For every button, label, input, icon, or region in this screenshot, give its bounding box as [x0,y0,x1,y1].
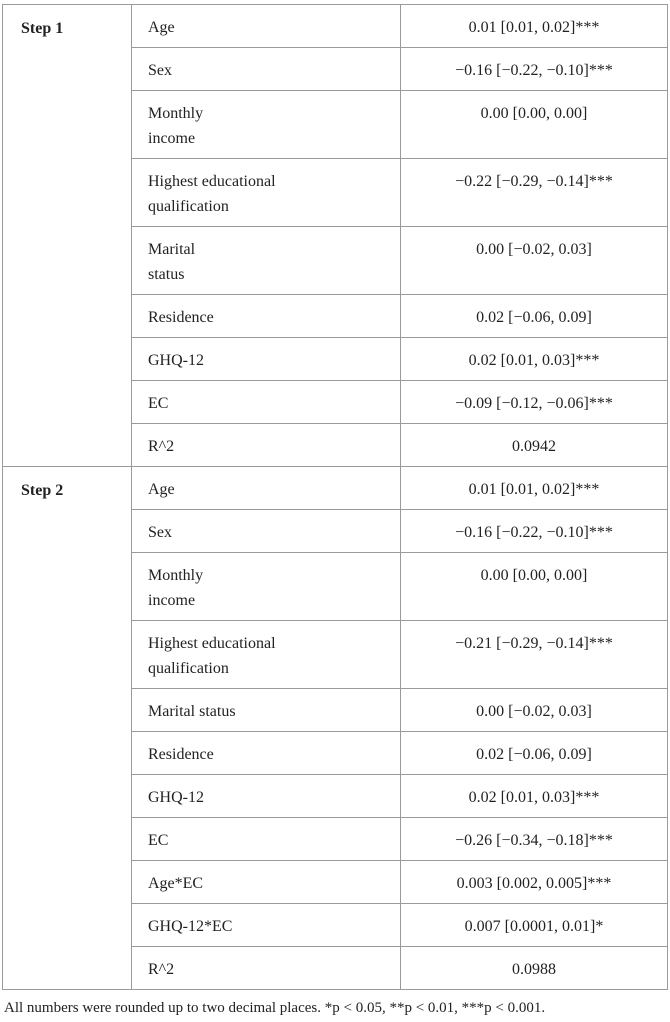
predictor-label: Residence [148,309,214,326]
predictor-cell [132,689,401,732]
predictor-cell [132,553,401,621]
coefficient-value: −0.09 [−0.12, −0.06]*** [401,381,668,424]
predictor-cell [132,159,401,227]
predictor-label: R^2 [148,961,175,978]
predictor-cell [132,5,401,48]
regression-table-body [3,5,668,990]
table-footnote: All numbers were rounded up to two decimal places. *p < 0.05, **p < 0.01, ***p < 0.001. [4,1000,546,1016]
predictor-cell [132,227,401,295]
predictor-cell [132,732,401,775]
coefficient-value: 0.01 [0.01, 0.02]*** [401,5,668,48]
predictor-label: Monthly income [148,105,204,147]
predictor-cell [132,775,401,818]
step-label: Step 2 [3,467,132,990]
coefficient-value: 0.00 [0.00, 0.00] [401,91,668,159]
coefficient-value: −0.21 [−0.29, −0.14]*** [401,621,668,689]
predictor-label: Age*EC [148,875,204,892]
predictor-cell [132,338,401,381]
coefficient-value: −0.22 [−0.29, −0.14]*** [401,159,668,227]
predictor-label: Highest educational qualification [148,173,276,215]
predictor-label: Sex [148,524,172,541]
coefficient-value: 0.0988 [401,947,668,990]
predictor-cell [132,621,401,689]
coefficient-value: 0.003 [0.002, 0.005]*** [401,861,668,904]
coefficient-value: 0.02 [0.01, 0.03]*** [401,338,668,381]
predictor-cell [132,467,401,510]
coefficient-value: 0.01 [0.01, 0.02]*** [401,467,668,510]
coefficient-value: 0.00 [−0.02, 0.03] [401,227,668,295]
predictor-label: Marital status [148,703,236,720]
predictor-label: Marital status [148,241,196,283]
predictor-label: GHQ-12 [148,789,204,806]
step-label: Step 1 [3,5,132,467]
predictor-label: Sex [148,62,172,79]
predictor-label: Monthly income [148,567,204,609]
predictor-label: R^2 [148,438,175,455]
table-row [3,467,668,510]
predictor-cell [132,295,401,338]
predictor-label: EC [148,395,169,412]
coefficient-value: 0.02 [0.01, 0.03]*** [401,775,668,818]
predictor-cell [132,48,401,91]
predictor-cell [132,510,401,553]
coefficient-value: −0.16 [−0.22, −0.10]*** [401,510,668,553]
predictor-cell [132,904,401,947]
coefficient-value: −0.16 [−0.22, −0.10]*** [401,48,668,91]
coefficient-value: 0.02 [−0.06, 0.09] [401,295,668,338]
predictor-cell [132,424,401,467]
coefficient-value: 0.02 [−0.06, 0.09] [401,732,668,775]
coefficient-value: 0.00 [−0.02, 0.03] [401,689,668,732]
predictor-cell [132,818,401,861]
predictor-cell [132,381,401,424]
table-row [3,5,668,48]
coefficient-value: −0.26 [−0.34, −0.18]*** [401,818,668,861]
predictor-label: Highest educational qualification [148,635,276,677]
coefficient-value: 0.0942 [401,424,668,467]
predictor-label: GHQ-12*EC [148,918,233,935]
predictor-label: Age [148,19,175,36]
predictor-cell [132,947,401,990]
coefficient-value: 0.00 [0.00, 0.00] [401,553,668,621]
predictor-cell [132,91,401,159]
predictor-label: Residence [148,746,214,763]
coefficient-value: 0.007 [0.0001, 0.01]* [401,904,668,947]
regression-table [2,4,668,990]
predictor-label: Age [148,481,175,498]
predictor-cell [132,861,401,904]
predictor-label: GHQ-12 [148,352,204,369]
predictor-label: EC [148,832,169,849]
